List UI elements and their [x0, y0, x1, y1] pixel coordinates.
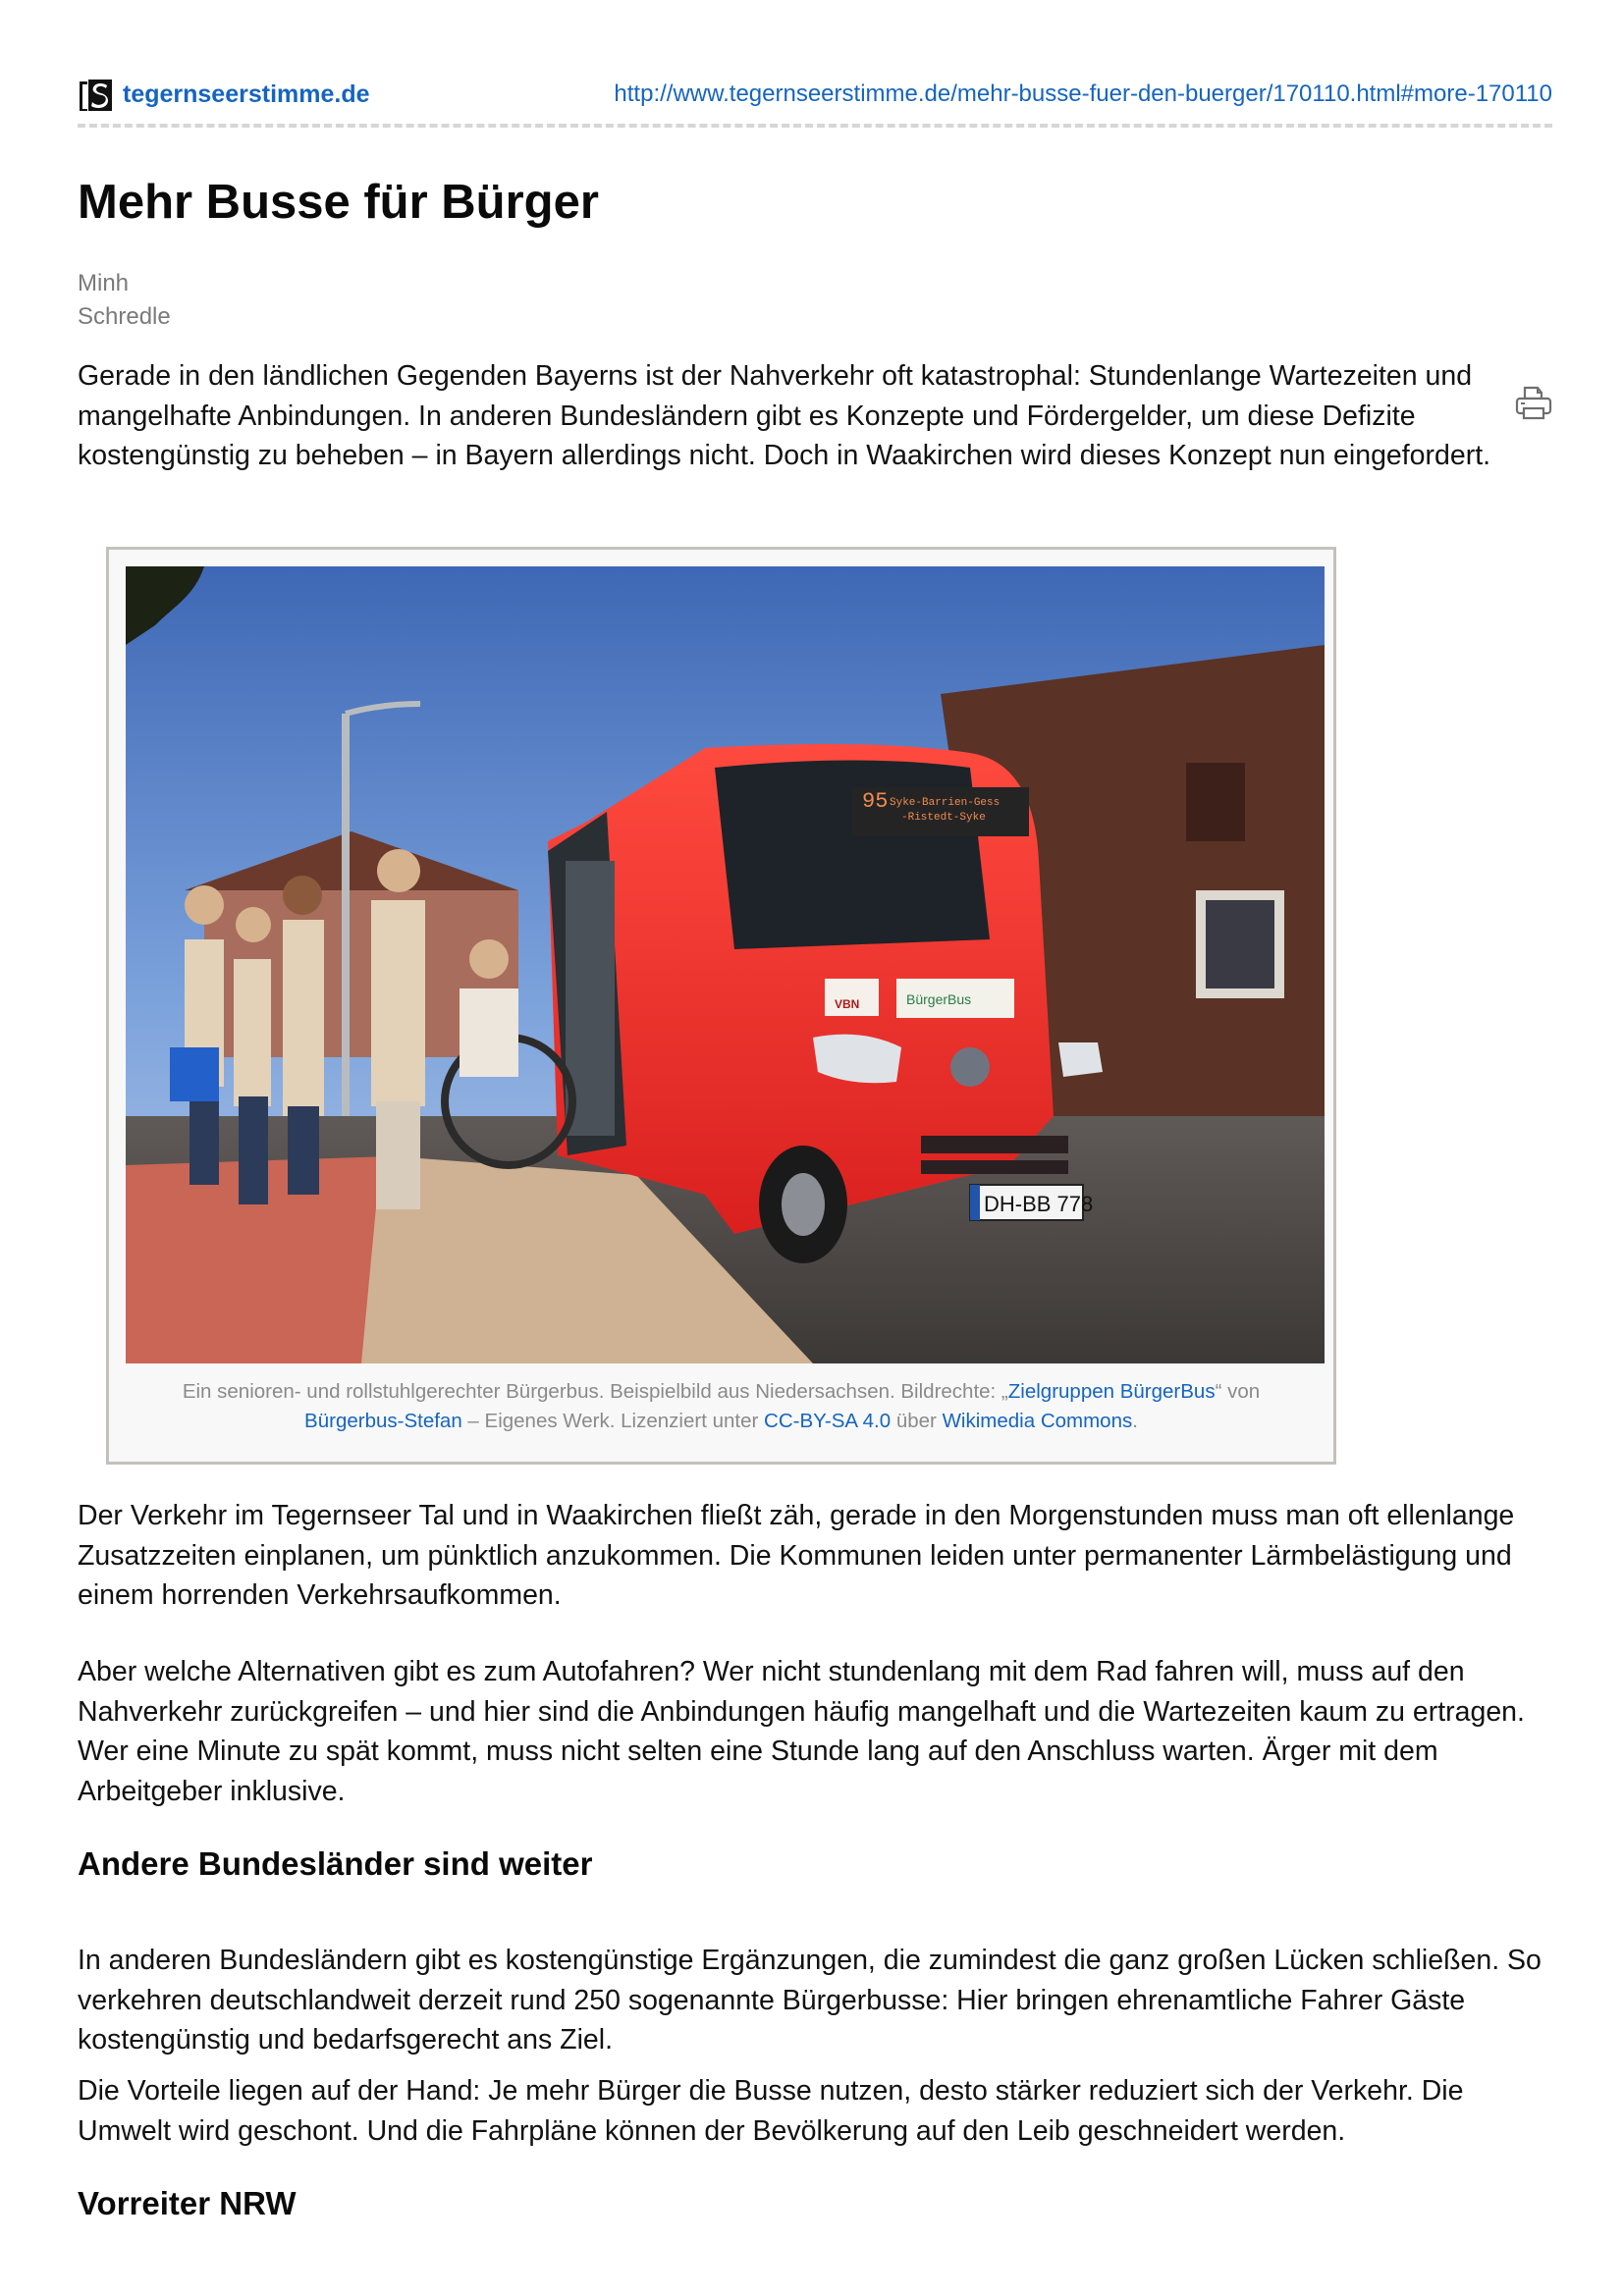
bus-destination-line2: -Ristedt-Syke — [901, 812, 986, 824]
caption-text-before: Ein senioren- und rollstuhlgerechter Bürgerbus. Beispielbild aus Niedersachsen. Bildrechte: „ — [182, 1380, 1008, 1403]
author-first-name: Minh — [78, 270, 130, 296]
ts-logo-icon — [78, 79, 113, 112]
caption-text-ueber: über — [891, 1410, 943, 1432]
site-name-link[interactable]: tegernseerstimme.de — [123, 80, 370, 108]
caption-text-end: . — [1132, 1410, 1138, 1432]
buergerbus-illustration — [126, 566, 1325, 1363]
caption-link-license[interactable]: CC-BY-SA 4.0 — [764, 1410, 892, 1432]
intro-paragraph: Gerade in den ländlichen Gegenden Bayerns ist der Nahverkehr oft katastrophal: Stundenlange Wartezeiten und mangelhafte Anbindungen. In anderen Bundesländern gibt es Konzepte und Fördergelder, um diese Defizite kostengünstig zu beheben – in Bayern allerdings nicht. Doch in Waakirchen wird dieses Konzept nun eingefordert. — [78, 360, 1491, 471]
author-last-name: Schredle — [78, 303, 171, 330]
bus-destination-line1: Syke-Barrien-Gess — [890, 797, 1001, 809]
caption-text-von: “ von — [1215, 1380, 1261, 1403]
vbn-sticker: VBN — [835, 997, 860, 1011]
bus-route-number: 95 — [862, 789, 889, 814]
caption-link-source[interactable]: Wikimedia Commons — [942, 1410, 1133, 1432]
caption-text-mid: – Eigenes Werk. Lizenziert unter — [461, 1410, 765, 1432]
section-heading-nrw: Vorreiter NRW — [78, 2185, 297, 2221]
caption-link-author[interactable]: Bürgerbus-Stefan — [304, 1410, 462, 1432]
caption-link-title[interactable]: Zielgruppen BürgerBus — [1007, 1380, 1216, 1403]
article-figure — [106, 547, 1336, 1465]
article-title: Mehr Busse für Bürger — [78, 176, 599, 229]
paragraph-other-states: In anderen Bundesländern gibt es kostengünstige Ergänzungen, die zumindest die ganz großen Lücken schließen. So verkehren deutschlandweit derzeit rund 250 sogenannte Bürgerbusse: Hier bringen ehrenamtliche Fahrer Gäste kostengünstig und bedarfsgerecht ans Ziel. — [78, 1945, 1542, 2056]
page-url-link[interactable]: http://www.tegernseerstimme.de/mehr-busse-fuer-den-buerger/170110.html#more-170110 — [614, 80, 1552, 107]
section-heading-other-states: Andere Bundesländer sind weiter — [78, 1845, 593, 1882]
page-header — [78, 77, 1552, 130]
printer-icon[interactable] — [1514, 385, 1553, 422]
buergerbus-photo — [126, 566, 1325, 1363]
paragraph-alternatives: Aber welche Alternativen gibt es zum Autofahren? Wer nicht stundenlang mit dem Rad fahren will, muss auf den Nahverkehr zurückgreifen – und hier sind die Anbindungen häufig mangelhaft und die Wartezeiten kaum zu ertragen. Wer eine Minute zu spät kommt, muss nicht selten eine Stunde lang auf den Anschluss warten. Ärger mit dem Arbeitgeber inklusive. — [78, 1656, 1525, 1807]
figure-caption — [109, 1377, 1333, 1436]
buergerbus-sticker: BürgerBus — [906, 991, 972, 1007]
license-plate: DH-BB 778 — [984, 1192, 1094, 1216]
paragraph-advantages: Die Vorteile liegen auf der Hand: Je mehr Bürger die Busse nutzen, desto stärker reduziert sich der Verkehr. Die Umwelt wird geschont. Und die Fahrpläne können der Bevölkerung auf den Leib geschneidert werden. — [78, 2075, 1464, 2147]
paragraph-traffic: Der Verkehr im Tegernseer Tal und in Waakirchen fließt zäh, gerade in den Morgenstunden muss man oft ellenlange Zusatzzeiten einplanen, um pünktlich anzukommen. Die Kommunen leiden unter permanenter Lärmbelästigung und einem horrenden Verkehrsaufkommen. — [78, 1500, 1515, 1611]
header-divider — [78, 124, 1552, 128]
